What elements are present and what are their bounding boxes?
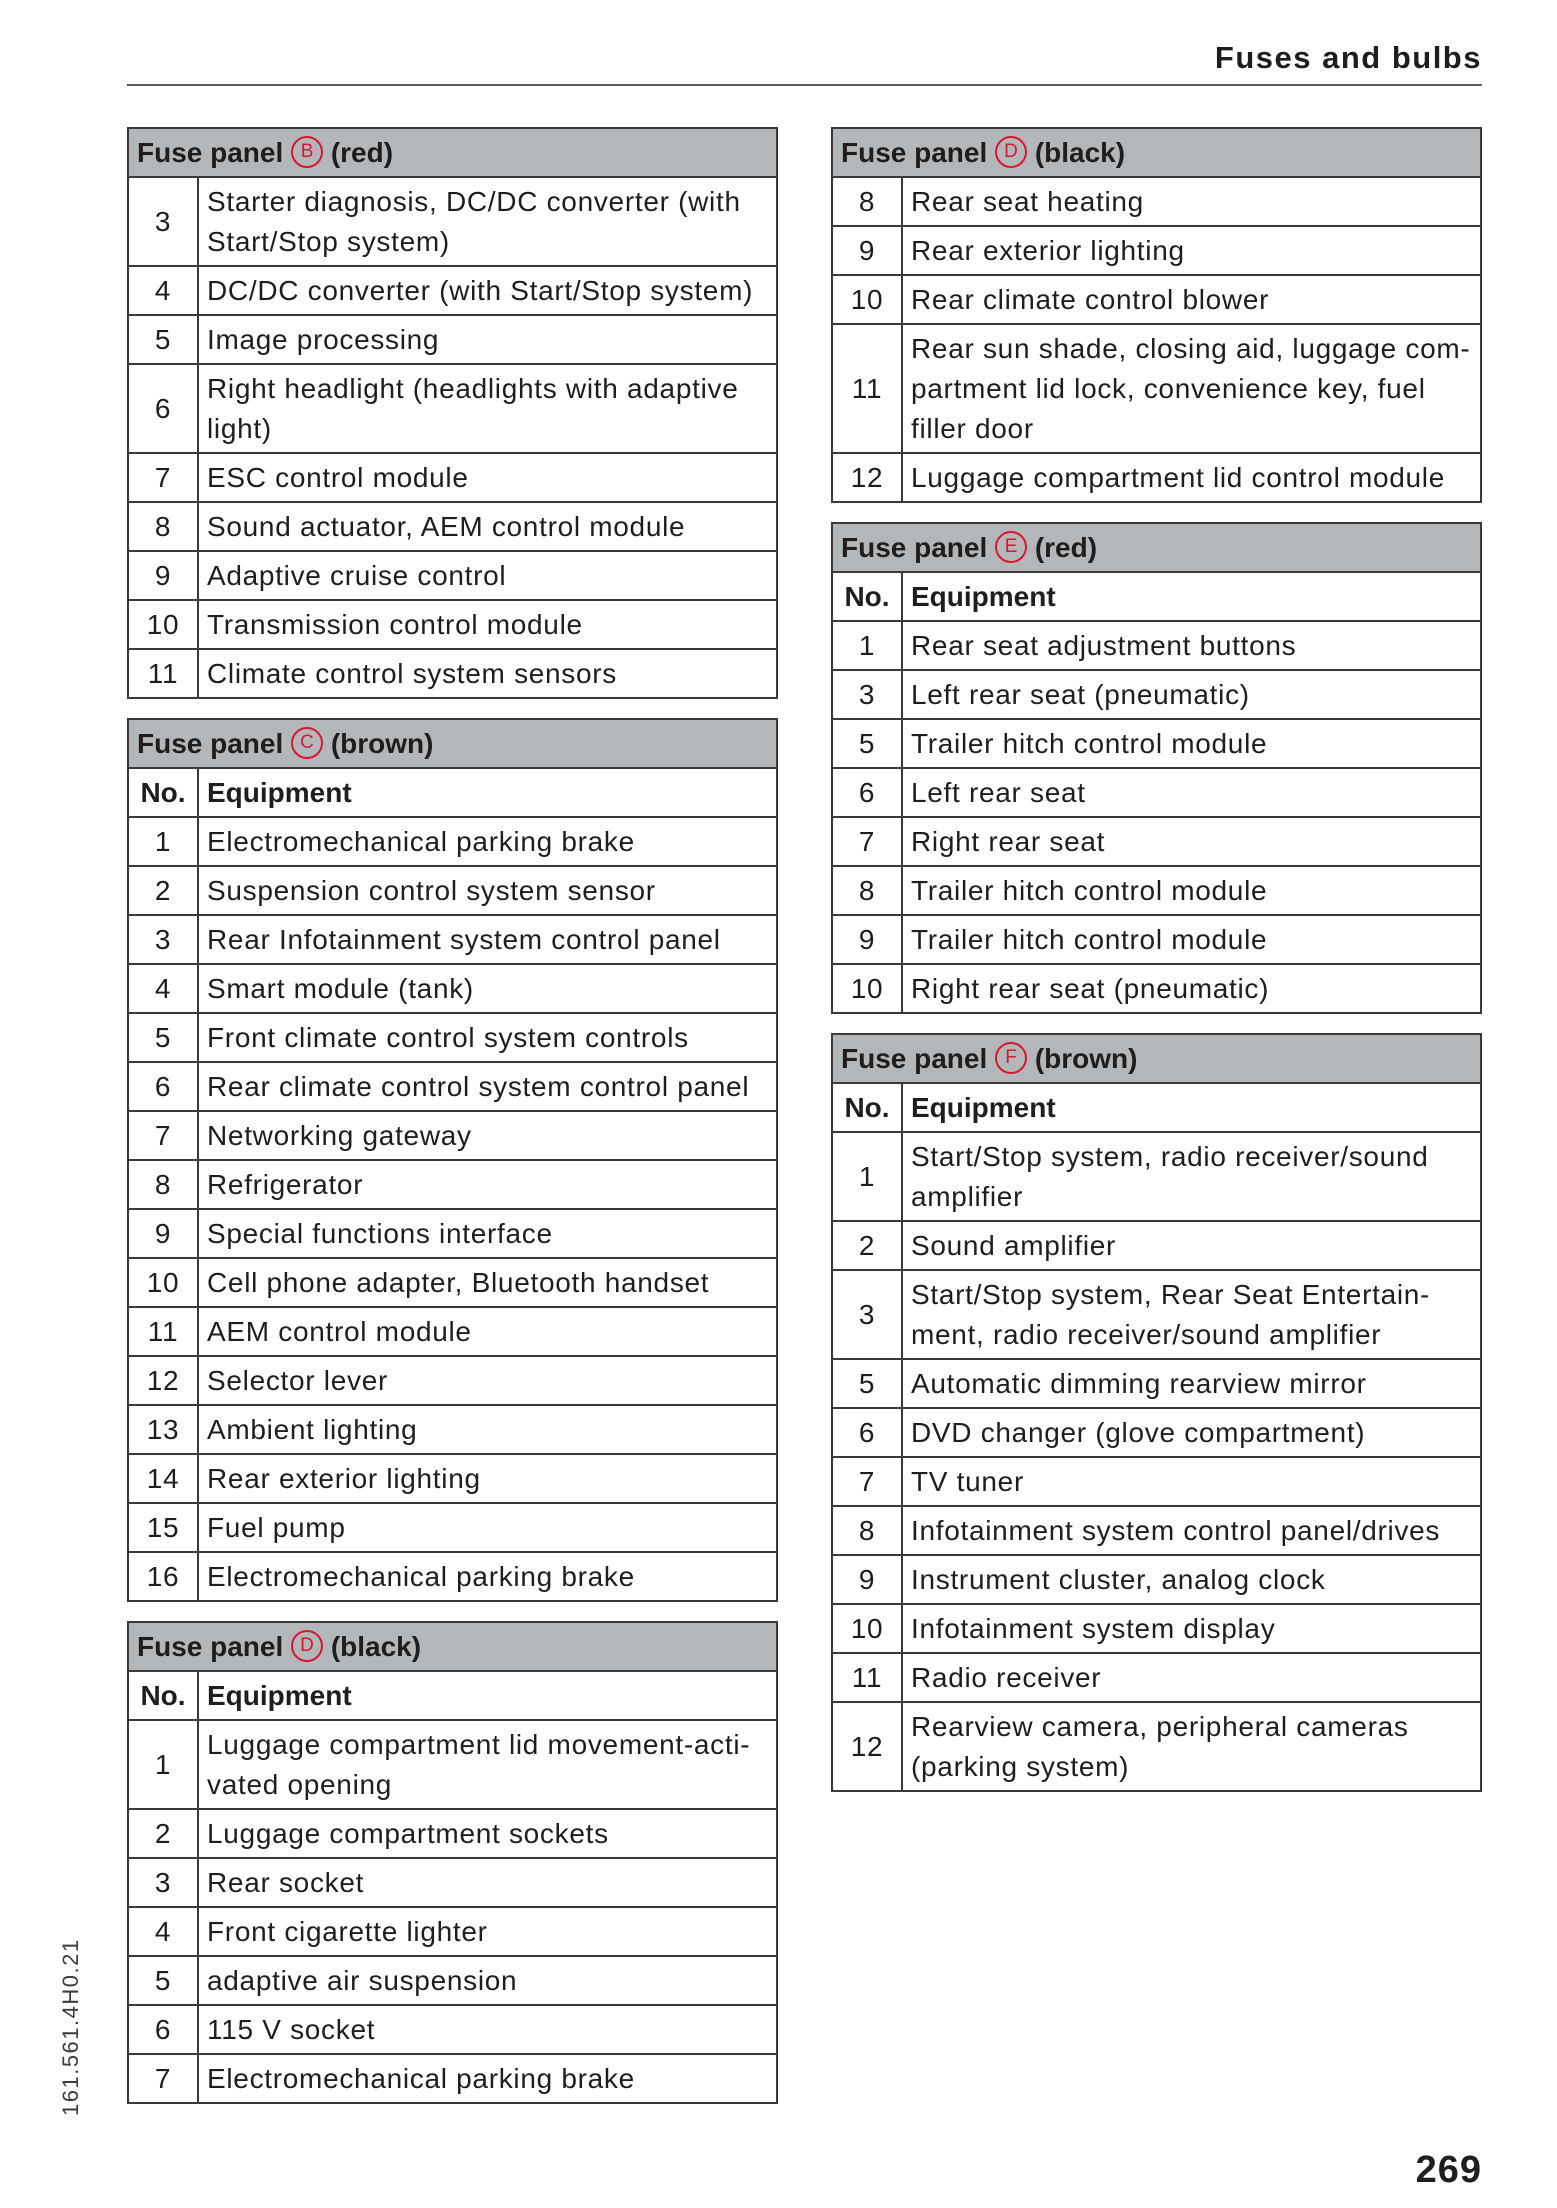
- table-row: [128, 453, 777, 502]
- table-row: [832, 1359, 1481, 1408]
- column-no-header: No.: [832, 572, 902, 621]
- fuse-equipment: Selector lever: [198, 1356, 777, 1405]
- fuse-number: 6: [128, 1062, 198, 1111]
- fuse-number: 6: [832, 1408, 902, 1457]
- panel-header: [832, 523, 1481, 572]
- fuse-number: 5: [128, 1013, 198, 1062]
- fuse-number: 10: [128, 600, 198, 649]
- column-header-row: [832, 1083, 1481, 1132]
- table-row: [128, 1062, 777, 1111]
- table-row: [128, 866, 777, 915]
- table-row: [128, 1258, 777, 1307]
- table-row: [128, 649, 777, 698]
- table-row: [128, 1013, 777, 1062]
- fuse-number: 11: [832, 324, 902, 453]
- fuse-equipment: Trailer hitch control module: [902, 915, 1481, 964]
- fuse-number: 9: [832, 226, 902, 275]
- fuse-equipment: Infotainment system display: [902, 1604, 1481, 1653]
- fuse-number: 7: [128, 1111, 198, 1160]
- fuse-equipment: Rear socket: [198, 1858, 777, 1907]
- fuse-equipment: Electromechanical parking brake: [198, 2054, 777, 2103]
- fuse-number: 6: [832, 768, 902, 817]
- table-row: [128, 600, 777, 649]
- column-header-row: [128, 1671, 777, 1720]
- fuse-equipment: Infotainment system control panel/drives: [902, 1506, 1481, 1555]
- table-row: [128, 1907, 777, 1956]
- panel-letter-badge: E: [995, 531, 1027, 563]
- fuse-equipment: Luggage compartment lid movement-acti- vated opening: [198, 1720, 777, 1809]
- column-equipment-header: Equipment: [902, 572, 1481, 621]
- fuse-number: 11: [832, 1653, 902, 1702]
- table-row: [832, 324, 1481, 453]
- panel-color: (black): [330, 1630, 422, 1662]
- fuse-equipment: Rear climate control system control panel: [198, 1062, 777, 1111]
- fuse-number: 7: [832, 817, 902, 866]
- panel-header-row: [832, 523, 1481, 572]
- panel-header: [128, 719, 777, 768]
- panel-header: [832, 128, 1481, 177]
- fuse-equipment: DC/DC converter (with Start/Stop system): [198, 266, 777, 315]
- table-row: [128, 1307, 777, 1356]
- fuse-number: 5: [832, 719, 902, 768]
- table-row: [128, 1503, 777, 1552]
- fuse-number: 3: [832, 670, 902, 719]
- panel-label: Fuse panel: [137, 136, 284, 168]
- table-row: [832, 1221, 1481, 1270]
- table-row: [832, 866, 1481, 915]
- table-row: [128, 964, 777, 1013]
- fuse-panel-table: [127, 1621, 778, 2104]
- table-row: [832, 177, 1481, 226]
- column-equipment-header: Equipment: [198, 1671, 777, 1720]
- panel-header-row: [128, 719, 777, 768]
- fuse-number: 5: [128, 315, 198, 364]
- table-row: [128, 551, 777, 600]
- fuse-number: 8: [832, 1506, 902, 1555]
- fuse-number: 8: [128, 1160, 198, 1209]
- fuse-equipment: Rear exterior lighting: [902, 226, 1481, 275]
- fuse-number: 1: [128, 1720, 198, 1809]
- table-row: [832, 275, 1481, 324]
- column-header-row: [832, 572, 1481, 621]
- fuse-equipment: Rear exterior lighting: [198, 1454, 777, 1503]
- fuse-number: 3: [832, 1270, 902, 1359]
- fuse-panel-table: [127, 127, 778, 699]
- fuse-equipment: Right rear seat (pneumatic): [902, 964, 1481, 1013]
- fuse-equipment: adaptive air suspension: [198, 1956, 777, 2005]
- fuse-number: 1: [832, 621, 902, 670]
- panel-letter-badge: D: [995, 136, 1027, 168]
- table-row: [832, 1457, 1481, 1506]
- panel-color: (brown): [1034, 1042, 1138, 1074]
- fuse-equipment: Climate control system sensors: [198, 649, 777, 698]
- fuse-equipment: Networking gateway: [198, 1111, 777, 1160]
- fuse-equipment: AEM control module: [198, 1307, 777, 1356]
- column-no-header: No.: [128, 768, 198, 817]
- column-equipment-header: Equipment: [902, 1083, 1481, 1132]
- table-row: [128, 915, 777, 964]
- fuse-number: 15: [128, 1503, 198, 1552]
- fuse-equipment: Start/Stop system, Rear Seat Entertain- ment, radio receiver/sound amplifier: [902, 1270, 1481, 1359]
- table-row: [832, 1653, 1481, 1702]
- panel-color: (brown): [330, 727, 434, 759]
- fuse-equipment: Smart module (tank): [198, 964, 777, 1013]
- fuse-panel-table: [127, 718, 778, 1602]
- fuse-number: 12: [832, 1702, 902, 1791]
- panel-label: Fuse panel: [841, 1042, 988, 1074]
- fuse-equipment: Trailer hitch control module: [902, 719, 1481, 768]
- fuse-number: 9: [832, 1555, 902, 1604]
- fuse-equipment: Rear seat adjustment buttons: [902, 621, 1481, 670]
- fuse-equipment: Rear climate control blower: [902, 275, 1481, 324]
- document-code: 161.561.4H0.21: [58, 1938, 83, 2116]
- table-row: [832, 1702, 1481, 1791]
- fuse-equipment: Electromechanical parking brake: [198, 1552, 777, 1601]
- fuse-number: 3: [128, 1858, 198, 1907]
- fuse-number: 2: [128, 866, 198, 915]
- fuse-equipment: Start/Stop system, radio receiver/sound amplifier: [902, 1132, 1481, 1221]
- panel-header: [128, 1622, 777, 1671]
- fuse-equipment: Rear sun shade, closing aid, luggage com- partment lid lock, convenience key, fuel filler door: [902, 324, 1481, 453]
- panel-label: Fuse panel: [841, 136, 988, 168]
- fuse-panel-table: [831, 127, 1482, 503]
- table-row: [832, 719, 1481, 768]
- fuse-equipment: Ambient lighting: [198, 1405, 777, 1454]
- column-equipment-header: Equipment: [198, 768, 777, 817]
- fuse-number: 2: [832, 1221, 902, 1270]
- fuse-number: 12: [832, 453, 902, 502]
- fuse-number: 7: [128, 453, 198, 502]
- table-row: [832, 1408, 1481, 1457]
- fuse-equipment: Special functions interface: [198, 1209, 777, 1258]
- panel-letter-badge: D: [291, 1630, 323, 1662]
- fuse-number: 10: [832, 275, 902, 324]
- fuse-number: 11: [128, 649, 198, 698]
- fuse-equipment: Electromechanical parking brake: [198, 817, 777, 866]
- table-row: [128, 817, 777, 866]
- table-row: [128, 1160, 777, 1209]
- fuse-panel-table: [831, 1033, 1482, 1792]
- left-column: [127, 127, 778, 2123]
- panel-letter-badge: F: [995, 1042, 1027, 1074]
- right-column: [831, 127, 1482, 1811]
- fuse-number: 13: [128, 1405, 198, 1454]
- fuse-equipment: Adaptive cruise control: [198, 551, 777, 600]
- fuse-number: 16: [128, 1552, 198, 1601]
- fuse-number: 12: [128, 1356, 198, 1405]
- table-row: [832, 1555, 1481, 1604]
- table-row: [128, 1405, 777, 1454]
- table-row: [128, 1454, 777, 1503]
- panel-color: (black): [1034, 136, 1126, 168]
- panel-header: [128, 128, 777, 177]
- table-row: [832, 226, 1481, 275]
- table-row: [832, 964, 1481, 1013]
- fuse-equipment: Left rear seat: [902, 768, 1481, 817]
- fuse-number: 8: [128, 502, 198, 551]
- fuse-number: 1: [832, 1132, 902, 1221]
- fuse-panel-table: [831, 522, 1482, 1014]
- fuse-equipment: Luggage compartment lid control module: [902, 453, 1481, 502]
- fuse-equipment: Refrigerator: [198, 1160, 777, 1209]
- table-row: [128, 1209, 777, 1258]
- fuse-equipment: Rear Infotainment system control panel: [198, 915, 777, 964]
- fuse-number: 7: [832, 1457, 902, 1506]
- fuse-equipment: Rear seat heating: [902, 177, 1481, 226]
- panel-letter-badge: C: [291, 727, 323, 759]
- fuse-number: 3: [128, 177, 198, 266]
- table-row: [128, 315, 777, 364]
- fuse-number: 9: [832, 915, 902, 964]
- fuse-equipment: Sound actuator, AEM control module: [198, 502, 777, 551]
- fuse-equipment: Right headlight (headlights with adaptive light): [198, 364, 777, 453]
- table-row: [832, 1132, 1481, 1221]
- column-no-header: No.: [128, 1671, 198, 1720]
- table-row: [128, 1858, 777, 1907]
- header-rule: [127, 84, 1482, 86]
- panel-header-row: [832, 128, 1481, 177]
- panel-header-row: [128, 1622, 777, 1671]
- fuse-number: 7: [128, 2054, 198, 2103]
- fuse-equipment: Right rear seat: [902, 817, 1481, 866]
- panel-label: Fuse panel: [137, 727, 284, 759]
- page-title: Fuses and bulbs: [1214, 40, 1482, 75]
- table-row: [128, 2054, 777, 2103]
- fuse-equipment: Luggage compartment sockets: [198, 1809, 777, 1858]
- fuse-equipment: DVD changer (glove compartment): [902, 1408, 1481, 1457]
- fuse-equipment: Radio receiver: [902, 1653, 1481, 1702]
- table-row: [128, 2005, 777, 2054]
- panel-header: [832, 1034, 1481, 1083]
- fuse-number: 8: [832, 177, 902, 226]
- panel-label: Fuse panel: [137, 1630, 284, 1662]
- fuse-number: 3: [128, 915, 198, 964]
- fuse-number: 8: [832, 866, 902, 915]
- table-row: [128, 1356, 777, 1405]
- table-row: [832, 670, 1481, 719]
- fuse-number: 9: [128, 1209, 198, 1258]
- fuse-equipment: Cell phone adapter, Bluetooth handset: [198, 1258, 777, 1307]
- fuse-equipment: Front cigarette lighter: [198, 1907, 777, 1956]
- fuse-number: 1: [128, 817, 198, 866]
- fuse-equipment: Sound amplifier: [902, 1221, 1481, 1270]
- table-row: [832, 768, 1481, 817]
- table-row: [832, 453, 1481, 502]
- table-row: [128, 266, 777, 315]
- fuse-number: 6: [128, 2005, 198, 2054]
- table-row: [128, 1552, 777, 1601]
- table-row: [832, 915, 1481, 964]
- table-row: [128, 1956, 777, 2005]
- panel-header-row: [128, 128, 777, 177]
- table-row: [128, 502, 777, 551]
- fuse-equipment: Instrument cluster, analog clock: [902, 1555, 1481, 1604]
- fuse-equipment: Transmission control module: [198, 600, 777, 649]
- table-row: [128, 1720, 777, 1809]
- fuse-number: 10: [128, 1258, 198, 1307]
- fuse-number: 4: [128, 964, 198, 1013]
- fuse-number: 5: [832, 1359, 902, 1408]
- table-row: [128, 1809, 777, 1858]
- fuse-number: 14: [128, 1454, 198, 1503]
- fuse-equipment: Trailer hitch control module: [902, 866, 1481, 915]
- fuse-number: 2: [128, 1809, 198, 1858]
- fuse-number: 4: [128, 266, 198, 315]
- fuse-number: 10: [832, 1604, 902, 1653]
- table-row: [128, 1111, 777, 1160]
- fuse-number: 5: [128, 1956, 198, 2005]
- fuse-equipment: ESC control module: [198, 453, 777, 502]
- fuse-equipment: Starter diagnosis, DC/DC converter (with Start/Stop system): [198, 177, 777, 266]
- fuse-equipment: Rearview camera, peripheral cameras (parking system): [902, 1702, 1481, 1791]
- fuse-equipment: TV tuner: [902, 1457, 1481, 1506]
- fuse-number: 4: [128, 1907, 198, 1956]
- panel-letter-badge: B: [291, 136, 323, 168]
- column-header-row: [128, 768, 777, 817]
- fuse-number: 6: [128, 364, 198, 453]
- table-row: [832, 1270, 1481, 1359]
- fuse-number: 9: [128, 551, 198, 600]
- panel-header-row: [832, 1034, 1481, 1083]
- column-no-header: No.: [832, 1083, 902, 1132]
- fuse-equipment: 115 V socket: [198, 2005, 777, 2054]
- fuse-equipment: Image processing: [198, 315, 777, 364]
- table-row: [832, 621, 1481, 670]
- fuse-equipment: Fuel pump: [198, 1503, 777, 1552]
- fuse-equipment: Front climate control system controls: [198, 1013, 777, 1062]
- fuse-equipment: Automatic dimming rearview mirror: [902, 1359, 1481, 1408]
- table-row: [128, 177, 777, 266]
- panel-color: (red): [1034, 531, 1098, 563]
- table-row: [832, 1604, 1481, 1653]
- page-number: 269: [1415, 2149, 1482, 2191]
- table-row: [832, 817, 1481, 866]
- fuse-equipment: Suspension control system sensor: [198, 866, 777, 915]
- table-row: [832, 1506, 1481, 1555]
- fuse-equipment: Left rear seat (pneumatic): [902, 670, 1481, 719]
- table-row: [128, 364, 777, 453]
- fuse-number: 10: [832, 964, 902, 1013]
- panel-label: Fuse panel: [841, 531, 988, 563]
- panel-color: (red): [330, 136, 394, 168]
- fuse-number: 11: [128, 1307, 198, 1356]
